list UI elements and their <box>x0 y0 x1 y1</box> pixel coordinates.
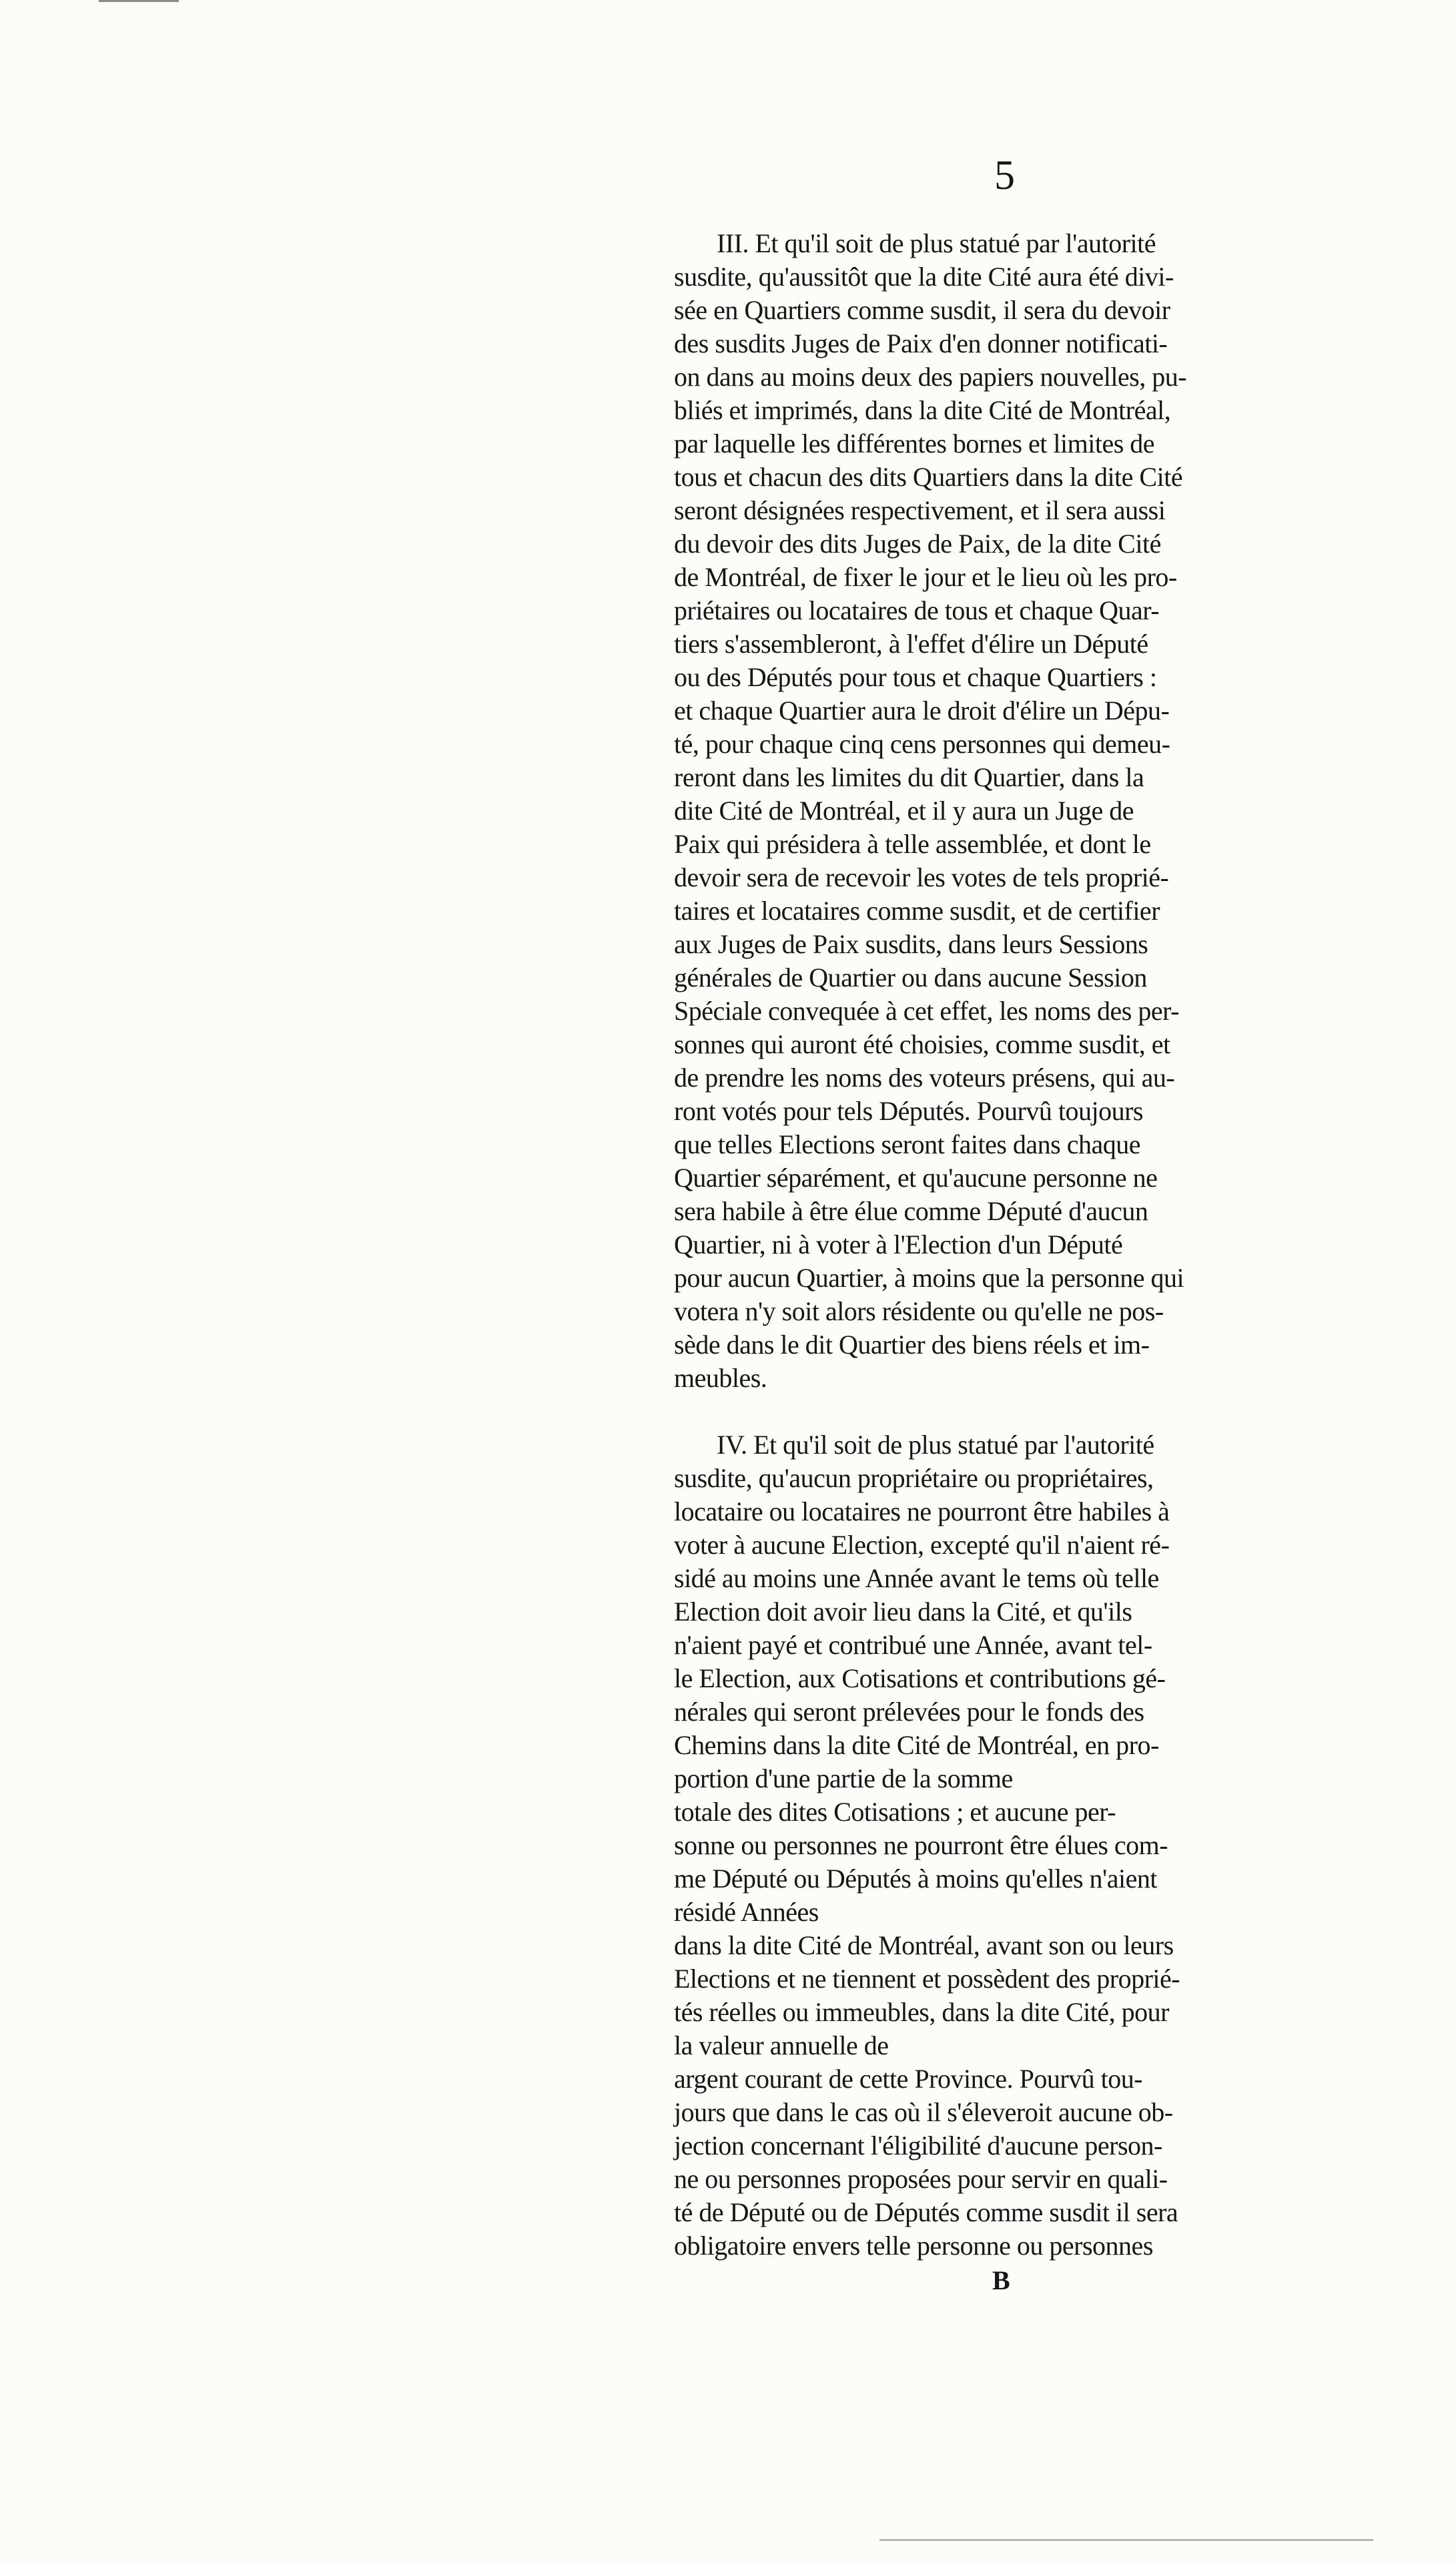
text-line: sée en Quartiers comme susdit, il sera du devoir <box>674 295 1170 325</box>
text-line: reront dans les limites du dit Quartier, dans la <box>674 762 1144 792</box>
text-line: devoir sera de recevoir les votes de tels proprié- <box>674 862 1169 892</box>
text-line: jours que dans le cas où il s'éleveroit aucune ob- <box>674 2097 1173 2127</box>
text-line: et chaque Quartier aura le droit d'élire un Dépu- <box>674 695 1170 726</box>
text-line: Election doit avoir lieu dans la Cité, et qu'ils <box>674 1597 1132 1627</box>
text-line: té de Député ou de Députés comme susdit il sera <box>674 2197 1178 2227</box>
document-body <box>674 227 1335 2263</box>
text-line: ne ou personnes proposées pour servir en quali- <box>674 2164 1168 2194</box>
text-line: n'aient payé et contribué une Année, avant tel- <box>674 1630 1152 1660</box>
text-line: meubles. <box>674 1363 767 1393</box>
text-line: que telles Elections seront faites dans chaque <box>674 1129 1140 1159</box>
text-line: ou des Députés pour tous et chaque Quartiers : <box>674 662 1157 692</box>
text-line: votera n'y soit alors résidente ou qu'elle ne pos- <box>674 1296 1164 1326</box>
text-line: dite Cité de Montréal, et il y aura un Juge de <box>674 796 1134 826</box>
text-line: ront votés pour tels Députés. Pourvû toujours <box>674 1096 1143 1126</box>
text-line: tiers s'assembleront, à l'effet d'élire un Député <box>674 629 1148 659</box>
text-line: aux Juges de Paix susdits, dans leurs Sessions <box>674 929 1148 959</box>
text-line: Quartier séparément, et qu'aucune personne ne <box>674 1163 1158 1193</box>
page-number: 5 <box>994 153 1015 198</box>
text-line: locataire ou locataires ne pourront être habiles à <box>674 1496 1170 1526</box>
text-line: de prendre les noms des voteurs présens, qui au- <box>674 1063 1175 1093</box>
text-line: bliés et imprimés, dans la dite Cité de Montréal, <box>674 395 1171 425</box>
text-line: priétaires ou locataires de tous et chaque Quar- <box>674 595 1160 625</box>
section-gap <box>674 1395 1335 1428</box>
text-line: pour aucun Quartier, à moins que la personne qui <box>674 1263 1184 1293</box>
text-line: seront désignées respectivement, et il sera aussi <box>674 495 1166 525</box>
text-line: Spéciale convequée à cet effet, les noms des per- <box>674 996 1179 1026</box>
text-line: la valeur annuelle de <box>674 2030 889 2060</box>
text-line: Quartier, ni à voter à l'Election d'un Député <box>674 1229 1123 1259</box>
text-line: susdite, qu'aucun propriétaire ou propriétaires, <box>674 1463 1154 1493</box>
text-line: sonnes qui auront été choisies, comme susdit, et <box>674 1029 1170 1059</box>
text-line: sède dans le dit Quartier des biens réels et im- <box>674 1330 1150 1360</box>
text-line: de Montréal, de fixer le jour et le lieu où les pro- <box>674 562 1177 592</box>
text-line: me Député ou Députés à moins qu'elles n'aient <box>674 1864 1157 1894</box>
text-line: Elections et ne tiennent et possèdent des proprié- <box>674 1964 1180 1994</box>
text-line: dans la dite Cité de Montréal, avant son ou leurs <box>674 1930 1174 1960</box>
text-line: des susdits Juges de Paix d'en donner notificati- <box>674 328 1168 358</box>
section-iv <box>674 1428 1335 2263</box>
text-line: nérales qui seront prélevées pour le fonds des <box>674 1697 1144 1727</box>
text-line: du devoir des dits Juges de Paix, de la dite Cité <box>674 529 1161 559</box>
text-line: sonne ou personnes ne pourront être élues com- <box>674 1830 1168 1860</box>
text-line: générales de Quartier ou dans aucune Session <box>674 962 1147 992</box>
text-line: le Election, aux Cotisations et contributions gé- <box>674 1663 1166 1693</box>
text-line: Chemins dans la dite Cité de Montréal, en pro- <box>674 1730 1159 1760</box>
text-line: résidé Années <box>674 1897 819 1927</box>
section-iii <box>674 227 1335 1395</box>
text-line: portion d'une partie de la somme <box>674 1763 1013 1793</box>
text-line: tous et chacun des dits Quartiers dans la dite Cité <box>674 462 1183 492</box>
text-line: té, pour chaque cinq cens personnes qui demeu- <box>674 729 1170 759</box>
text-line: sidé au moins une Année avant le tems où telle <box>674 1563 1159 1593</box>
text-line: Paix qui présidera à telle assemblée, et dont le <box>674 829 1151 859</box>
text-line: jection concernant l'éligibilité d'aucune person- <box>674 2130 1162 2161</box>
text-line: argent courant de cette Province. Pourvû tou- <box>674 2064 1143 2094</box>
text-line: par laquelle les différentes bornes et limites de <box>674 429 1155 459</box>
text-line: III. Et qu'il soit de plus statué par l'autorité <box>717 228 1156 258</box>
text-line: IV. Et qu'il soit de plus statué par l'autorité <box>717 1430 1154 1460</box>
text-line: sera habile à être élue comme Député d'aucun <box>674 1196 1148 1226</box>
text-line: voter à aucune Election, excepté qu'il n'aient ré- <box>674 1530 1170 1560</box>
top-rule <box>99 0 179 2</box>
text-line: tés réelles ou immeubles, dans la dite Cité, pour <box>674 1997 1169 2027</box>
text-line: totale des dites Cotisations ; et aucune per- <box>674 1797 1116 1827</box>
text-line: susdite, qu'aussitôt que la dite Cité aura été divi- <box>674 262 1174 292</box>
signature-mark: B <box>992 2265 1010 2295</box>
bottom-rule <box>879 2539 1373 2541</box>
text-line: on dans au moins deux des papiers nouvelles, pu- <box>674 362 1187 392</box>
text-line: taires et locataires comme susdit, et de certifier <box>674 896 1160 926</box>
text-line: obligatoire envers telle personne ou personnes <box>674 2231 1153 2261</box>
